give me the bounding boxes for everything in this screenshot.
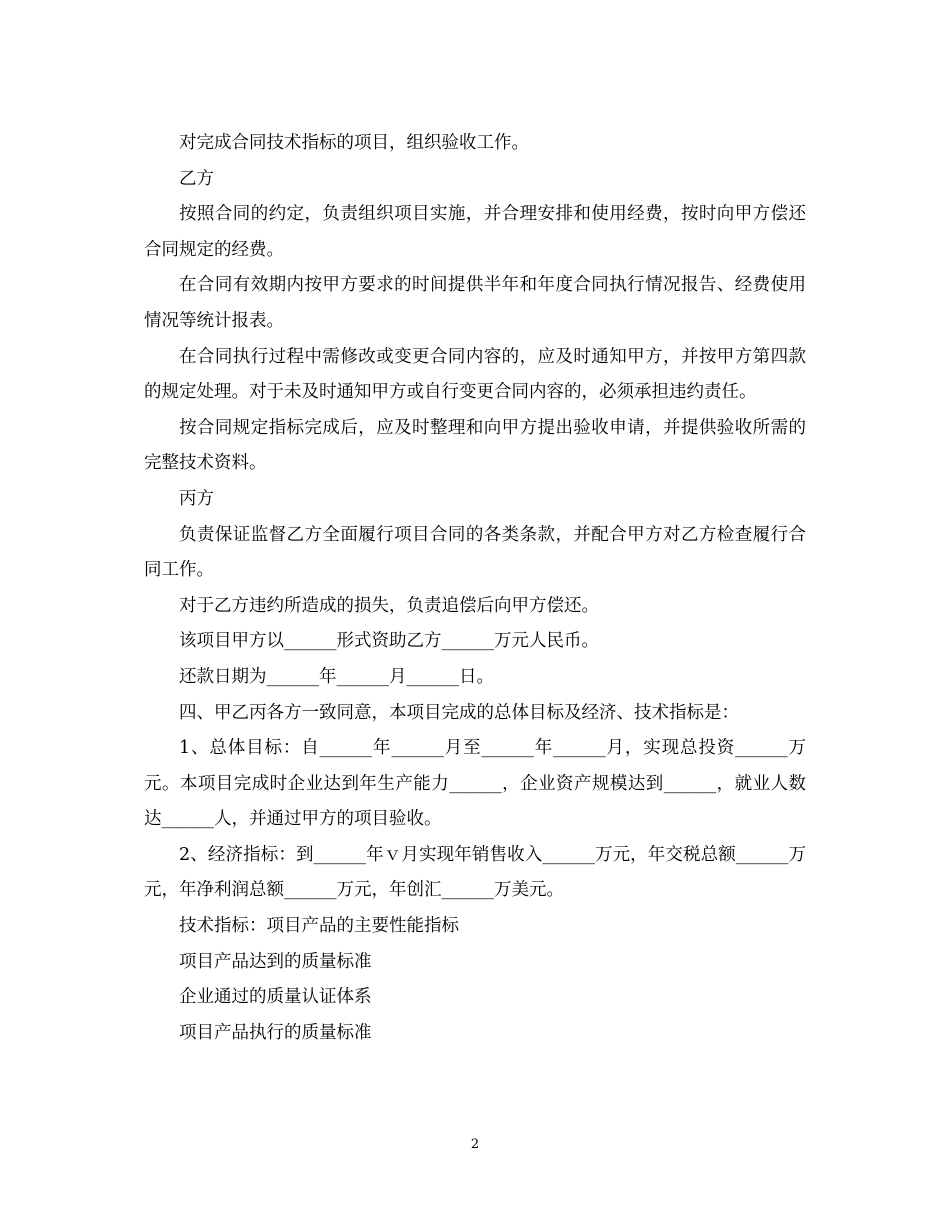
paragraph-quality-standard-achieved: 项目产品达到的质量标准 (179, 951, 372, 972)
paragraph-party-c-supervision: 负责保证监督乙方全面履行项目合同的各类条款，并配合甲方对乙方检查履行合同工作。 (144, 524, 806, 581)
paragraph-technical-indicators: 技术指标：项目产品的主要性能指标 (179, 916, 459, 937)
paragraph-party-b-implementation: 按照合同的约定，负责组织项目实施，并合理安排和使用经费，按时向甲方偿还合同规定的经费。 (144, 204, 806, 260)
paragraph-party-c-compensation: 对于乙方违约所造成的损失，负责追偿后向甲方偿还。 (179, 595, 599, 616)
document-body (144, 126, 806, 1051)
paragraph-overall-goal: 1、总体目标：自______年______月至______年______月，实现总投资______万元。本项目完成时企业达到年生产能力______，企业资产规模达到______，就业人数达______人，并通过甲方的项目验收。 (144, 738, 806, 830)
paragraph-party-b-acceptance-request: 按合同规定指标完成后，应及时整理和向甲方提出验收申请，并提供验收所需的完整技术资料。 (144, 417, 806, 474)
paragraph-party-b-changes: 在合同执行过程中需修改或变更合同内容的，应及时通知甲方，并按甲方第四款的规定处理。对于未及时通知甲方或自行变更合同内容的，必须承担违约责任。 (144, 346, 806, 403)
paragraph-quality-certification: 企业通过的质量认证体系 (179, 987, 372, 1008)
heading-party-b: 乙方 (179, 168, 214, 189)
heading-party-c: 丙方 (179, 488, 214, 509)
paragraph-economic-indicators: 2、经济指标：到______年ｖ月实现年销售收入______万元，年交税总额______万元，年净利润总额______万元，年创汇______万美元。 (144, 844, 806, 901)
paragraph-quality-standard-executed: 项目产品执行的质量标准 (179, 1022, 372, 1043)
heading-section-four: 四、甲乙丙各方一致同意，本项目完成的总体目标及经济、技术指标是： (179, 702, 739, 723)
paragraph-party-b-reports: 在合同有效期内按甲方要求的时间提供半年和年度合同执行情况报告、经费使用情况等统计报表。 (144, 275, 806, 331)
paragraph-party-a-acceptance: 对完成合同技术指标的项目，组织验收工作。 (179, 133, 529, 153)
page-number: 2 (470, 1137, 480, 1152)
paragraph-repayment-date: 还款日期为______年______月______日。 (179, 666, 494, 687)
paragraph-funding-amount: 该项目甲方以______形式资助乙方______万元人民币。 (179, 631, 599, 652)
